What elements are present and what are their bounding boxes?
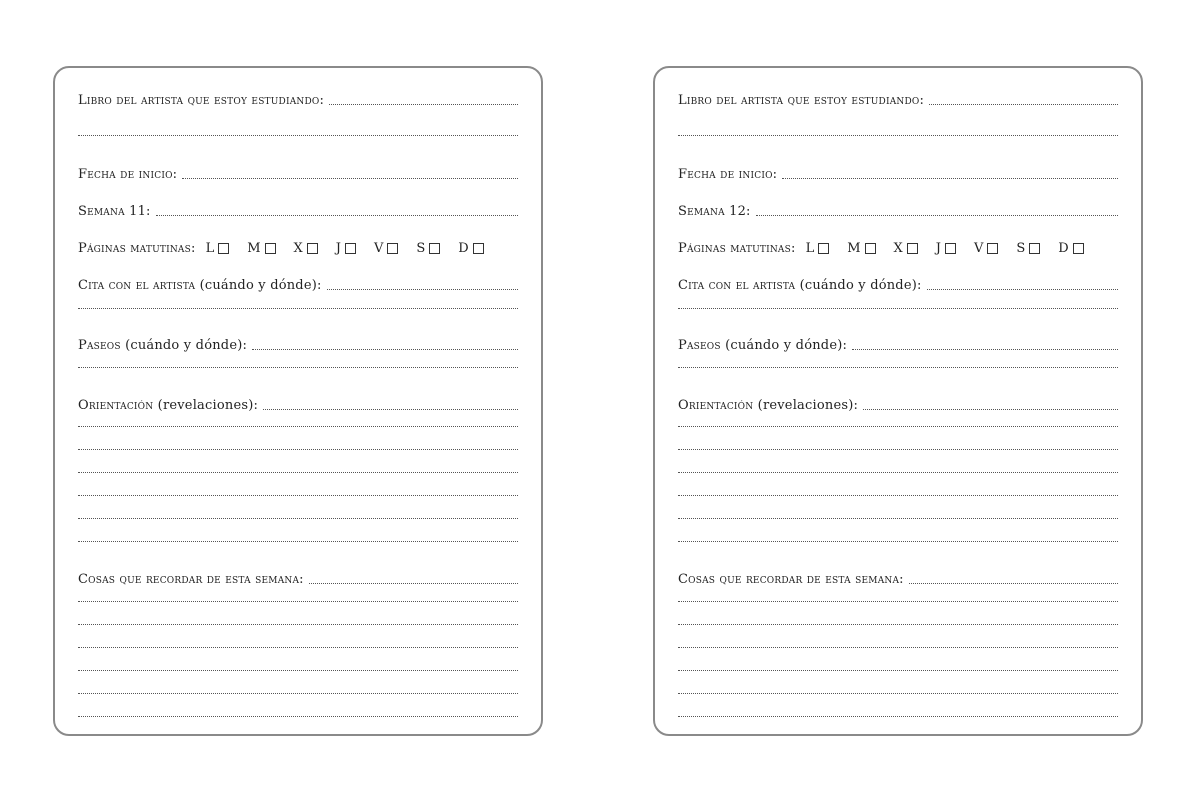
checkbox[interactable] — [473, 243, 484, 254]
walks-field[interactable] — [852, 348, 1118, 350]
day-thursday[interactable] — [936, 241, 956, 256]
artist-date-field[interactable] — [927, 288, 1118, 290]
remember-label: Cosas que recordar de esta semana: — [678, 572, 904, 587]
walks-row — [678, 333, 1118, 353]
artist-date-row — [78, 273, 518, 293]
remember-line[interactable] — [678, 716, 1118, 717]
day-wednesday[interactable] — [894, 241, 918, 256]
guidance-line[interactable] — [78, 495, 518, 496]
remember-line[interactable] — [78, 647, 518, 648]
guidance-line[interactable] — [678, 426, 1118, 427]
start-date-row — [78, 162, 518, 182]
guidance-label: Orientación (revelaciones): — [678, 398, 859, 413]
checkbox[interactable] — [987, 243, 998, 254]
day-monday[interactable] — [806, 241, 830, 256]
start-date-field[interactable] — [782, 177, 1118, 179]
week-label: Semana 11: — [78, 204, 151, 219]
remember-line[interactable] — [678, 647, 1118, 648]
checkbox[interactable] — [265, 243, 276, 254]
day-letter: X — [893, 241, 903, 256]
walks-row — [78, 333, 518, 353]
walks-label: Paseos (cuándo y dónde): — [78, 338, 248, 353]
guidance-line[interactable] — [678, 495, 1118, 496]
day-letter: D — [458, 241, 469, 256]
start-date-label: Fecha de inicio: — [78, 167, 178, 182]
journal-page-week-12 — [653, 66, 1143, 736]
remember-line[interactable] — [78, 693, 518, 694]
day-letter: V — [974, 241, 984, 256]
day-friday[interactable] — [974, 241, 998, 256]
remember-label: Cosas que recordar de esta semana: — [78, 572, 304, 587]
guidance-line[interactable] — [78, 541, 518, 542]
walks-field-continuation[interactable] — [678, 367, 1118, 368]
walks-label: Paseos (cuándo y dónde): — [678, 338, 848, 353]
day-checkboxes — [206, 241, 502, 256]
checkbox[interactable] — [945, 243, 956, 254]
guidance-field[interactable] — [863, 408, 1118, 410]
guidance-line[interactable] — [78, 449, 518, 450]
day-letter: V — [374, 241, 384, 256]
morning-pages-row — [678, 236, 1118, 256]
checkbox[interactable] — [387, 243, 398, 254]
artist-date-field[interactable] — [327, 288, 518, 290]
guidance-field[interactable] — [263, 408, 518, 410]
day-wednesday[interactable] — [294, 241, 318, 256]
week-field[interactable] — [156, 214, 518, 216]
day-saturday[interactable] — [1016, 241, 1040, 256]
checkbox[interactable] — [307, 243, 318, 254]
artist-date-row — [678, 273, 1118, 293]
remember-line[interactable] — [678, 601, 1118, 602]
remember-row — [678, 567, 1118, 587]
guidance-line[interactable] — [678, 449, 1118, 450]
guidance-line[interactable] — [78, 426, 518, 427]
walks-field[interactable] — [252, 348, 518, 350]
remember-line[interactable] — [78, 716, 518, 717]
morning-pages-row — [78, 236, 518, 256]
week-row — [78, 199, 518, 219]
checkbox[interactable] — [865, 243, 876, 254]
day-letter: M — [847, 241, 861, 256]
day-tuesday[interactable] — [847, 241, 875, 256]
remember-line[interactable] — [678, 670, 1118, 671]
day-letter: J — [935, 241, 941, 256]
guidance-label: Orientación (revelaciones): — [78, 398, 259, 413]
book-row — [78, 88, 518, 108]
week-row — [678, 199, 1118, 219]
artist-date-label: Cita con el artista (cuándo y dónde): — [78, 278, 322, 293]
remember-line[interactable] — [78, 670, 518, 671]
book-field-continuation[interactable] — [78, 135, 518, 136]
guidance-row — [78, 393, 518, 413]
day-letter: L — [805, 241, 815, 256]
book-row — [678, 88, 1118, 108]
day-letter: J — [335, 241, 341, 256]
day-checkboxes — [806, 241, 1102, 256]
checkbox[interactable] — [1073, 243, 1084, 254]
day-letter: S — [1016, 241, 1026, 256]
book-label: Libro del artista que estoy estudiando: — [78, 93, 325, 108]
book-field[interactable] — [329, 103, 518, 105]
start-date-label: Fecha de inicio: — [678, 167, 778, 182]
day-friday[interactable] — [374, 241, 398, 256]
book-label: Libro del artista que estoy estudiando: — [678, 93, 925, 108]
book-field[interactable] — [929, 103, 1118, 105]
book-field-continuation[interactable] — [678, 135, 1118, 136]
guidance-line[interactable] — [78, 472, 518, 473]
day-saturday[interactable] — [416, 241, 440, 256]
checkbox[interactable] — [218, 243, 229, 254]
checkbox[interactable] — [818, 243, 829, 254]
walks-field-continuation[interactable] — [78, 367, 518, 368]
start-date-field[interactable] — [182, 177, 518, 179]
morning-pages-label: Páginas matutinas: — [78, 241, 196, 256]
start-date-row — [678, 162, 1118, 182]
remember-line[interactable] — [678, 624, 1118, 625]
day-letter: S — [416, 241, 426, 256]
remember-row — [78, 567, 518, 587]
guidance-line[interactable] — [678, 472, 1118, 473]
checkbox[interactable] — [429, 243, 440, 254]
day-monday[interactable] — [206, 241, 230, 256]
remember-line[interactable] — [78, 624, 518, 625]
artist-date-label: Cita con el artista (cuándo y dónde): — [678, 278, 922, 293]
day-letter: X — [293, 241, 303, 256]
guidance-line[interactable] — [78, 518, 518, 519]
day-thursday[interactable] — [336, 241, 356, 256]
day-sunday[interactable] — [458, 241, 483, 256]
day-letter: D — [1058, 241, 1069, 256]
remember-line[interactable] — [678, 693, 1118, 694]
checkbox[interactable] — [907, 243, 918, 254]
guidance-row — [678, 393, 1118, 413]
guidance-line[interactable] — [678, 541, 1118, 542]
checkbox[interactable] — [1029, 243, 1040, 254]
guidance-line[interactable] — [678, 518, 1118, 519]
day-sunday[interactable] — [1058, 241, 1083, 256]
morning-pages-label: Páginas matutinas: — [678, 241, 796, 256]
week-field[interactable] — [756, 214, 1118, 216]
artist-date-field-continuation[interactable] — [678, 308, 1118, 309]
checkbox[interactable] — [345, 243, 356, 254]
remember-field[interactable] — [309, 582, 518, 584]
journal-page-week-11 — [53, 66, 543, 736]
week-label: Semana 12: — [678, 204, 751, 219]
artist-date-field-continuation[interactable] — [78, 308, 518, 309]
day-letter: L — [205, 241, 215, 256]
remember-line[interactable] — [78, 601, 518, 602]
day-tuesday[interactable] — [247, 241, 275, 256]
day-letter: M — [247, 241, 261, 256]
remember-field[interactable] — [909, 582, 1118, 584]
